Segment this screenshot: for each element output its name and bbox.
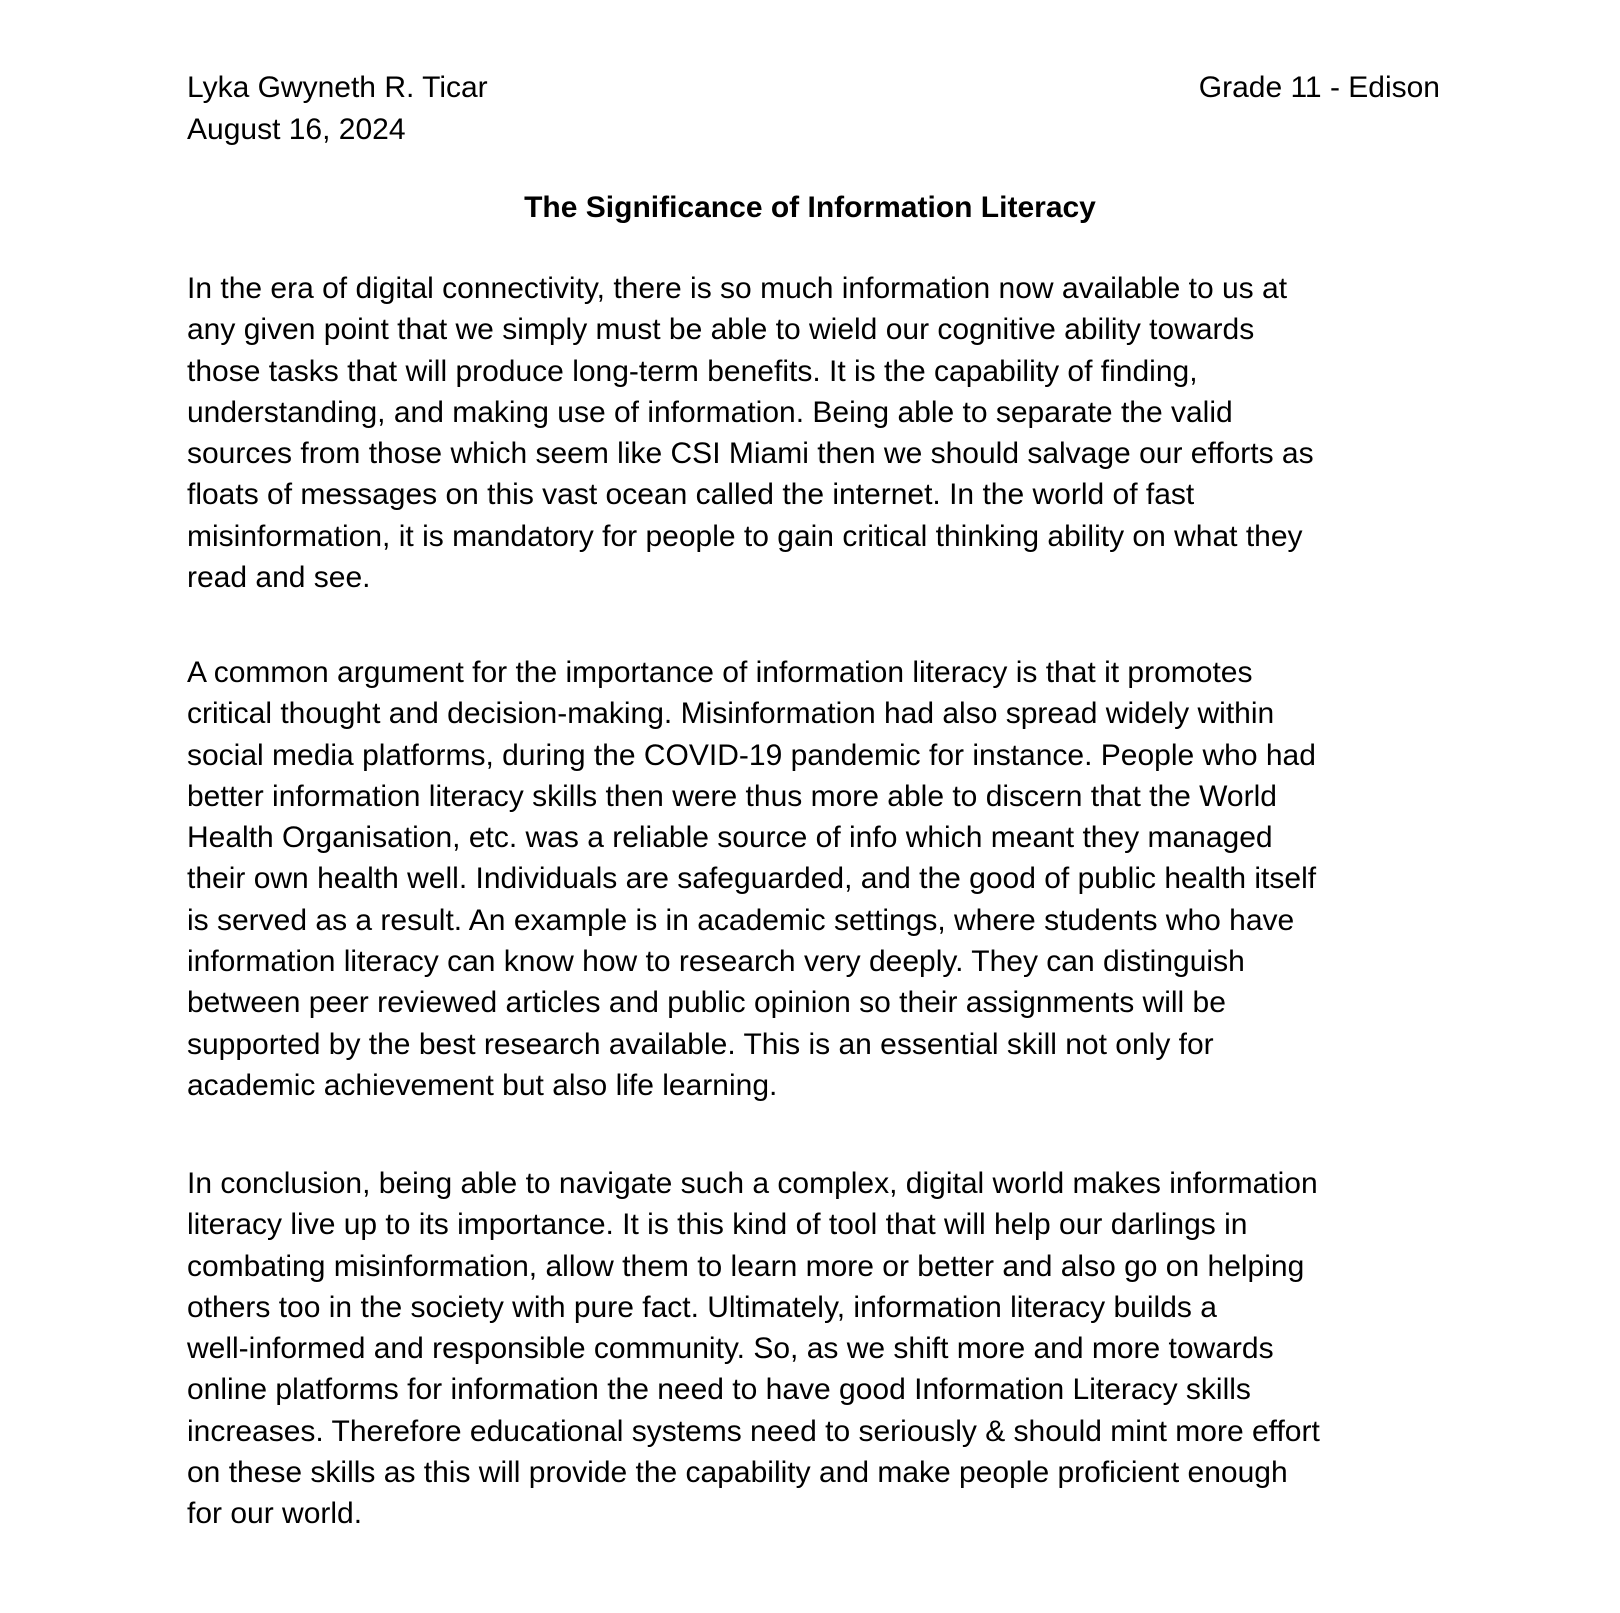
text-line: critical thought and decision-making. Misinformation had also spread widely within — [187, 697, 1275, 731]
text-line: their own health well. Individuals are safeguarded, and the good of public health itself — [187, 862, 1317, 896]
student-name: Lyka Gwyneth R. Ticar — [187, 71, 488, 104]
text-line: on these skills as this will provide the capability and make people proficient enough — [187, 1456, 1288, 1490]
text-line: A common argument for the importance of information literacy is that it promotes — [187, 656, 1253, 689]
text-line: supported by the best research available. This is an essential skill not only for — [187, 1027, 1214, 1061]
text-line: for our world. — [187, 1497, 363, 1531]
text-line: well-informed and responsible community. So, as we shift more and more towards — [187, 1332, 1274, 1366]
text-line: misinformation, it is mandatory for people to gain critical thinking ability on what they — [187, 519, 1303, 553]
text-line: sources from those which seem like CSI Miami then we should salvage our efforts as — [187, 437, 1314, 471]
text-line: those tasks that will produce long-term benefits. It is the capability of finding, — [187, 354, 1198, 388]
text-line: In conclusion, being able to navigate such a complex, digital world makes information — [187, 1167, 1318, 1200]
text-line: understanding, and making use of information. Being able to separate the valid — [187, 395, 1233, 429]
text-line: Health Organisation, etc. was a reliable source of info which meant they managed — [187, 821, 1273, 855]
text-line: between peer reviewed articles and public opinion so their assignments will be — [187, 986, 1226, 1020]
text-line: social media platforms, during the COVID-19 pandemic for instance. People who had — [187, 738, 1316, 772]
text-line: In the era of digital connectivity, there is so much information now available to us at — [187, 272, 1288, 305]
text-line: others too in the society with pure fact. Ultimately, information literacy builds a — [187, 1290, 1217, 1324]
text-line: read and see. — [187, 561, 371, 595]
paragraph-body — [187, 652, 1447, 1106]
text-line: combating misinformation, allow them to learn more or better and also go on helping — [187, 1249, 1305, 1283]
text-line: information literacy can know how to research very deeply. They can distinguish — [187, 945, 1245, 979]
paragraph-introduction — [187, 268, 1447, 598]
document-date: August 16, 2024 — [187, 113, 406, 146]
paragraph-conclusion — [187, 1163, 1447, 1535]
text-line: academic achievement but also life learning. — [187, 1068, 778, 1102]
text-line: any given point that we simply must be able to wield our cognitive ability towards — [187, 313, 1255, 347]
grade-section: Grade 11 - Edison — [1198, 71, 1440, 104]
text-line: better information literacy skills then were thus more able to discern that the World — [187, 779, 1277, 813]
essay-title: The Significance of Information Literacy — [524, 191, 1096, 224]
text-line: floats of messages on this vast ocean called the internet. In the world of fast — [187, 478, 1195, 512]
text-line: increases. Therefore educational systems need to seriously & should mint more effort — [187, 1414, 1320, 1448]
text-line: literacy live up to its importance. It is this kind of tool that will help our darlings in — [187, 1208, 1248, 1242]
text-line: is served as a result. An example is in academic settings, where students who have — [187, 903, 1295, 937]
text-line: online platforms for information the need to have good Information Literacy skills — [187, 1373, 1251, 1407]
